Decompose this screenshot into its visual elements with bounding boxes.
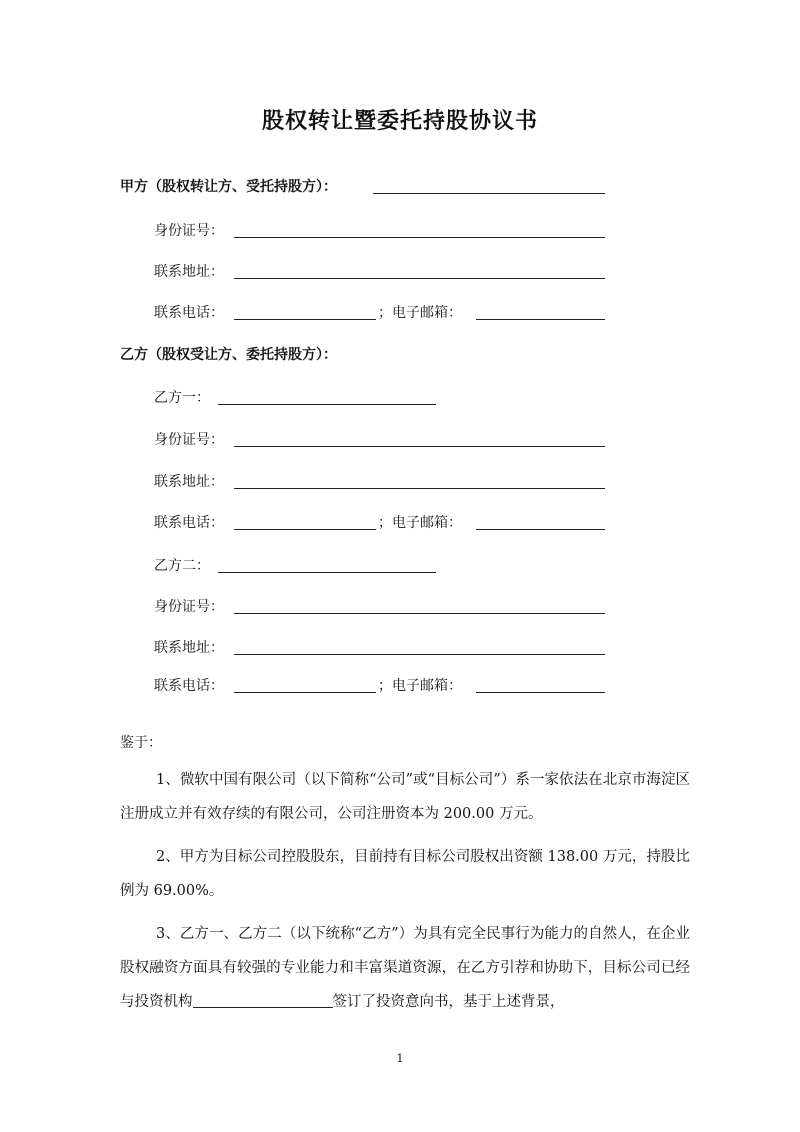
party-a-id-blank [234, 237, 605, 238]
party-b-heading: 乙方（股权受让方、委托持股方）： [120, 347, 337, 363]
party-b1-id-label: 身份证号： [154, 432, 224, 448]
party-b1-phone-blank [234, 529, 376, 530]
party-b2-address-label: 联系地址： [154, 640, 224, 656]
whereas-clause-1-text: 1、微软中国有限公司（以下简称“公司”或“目标公司”）系一家依法在北京市海淀区注册成立并有效存续的有限公司，公司注册资本为 200.00 万元。 [120, 772, 690, 822]
party-b1-email-label: ；电子邮箱： [378, 515, 462, 531]
party-a-address-blank [234, 278, 605, 279]
whereas-clause-3-text-part1: 3、乙方一、乙方二（以下统称“乙方”）为具有完全民事行为能力的自然人，在企业股权融资方面具有较强的专业能力和丰富渠道资源，在乙方引荐和协助下，目标公司已经与投资机构 [120, 926, 690, 1010]
party-b2-address-blank [234, 654, 605, 655]
whereas-heading: 鉴于： [120, 735, 162, 751]
party-b2-email-blank [476, 692, 605, 693]
party-a-address-label: 联系地址： [154, 264, 224, 280]
whereas-clause-3 [120, 917, 690, 1019]
party-b1-address-blank [234, 488, 605, 489]
party-b1-address-label: 联系地址： [154, 474, 224, 490]
party-a-id-label: 身份证号： [154, 223, 224, 239]
party-b2-name-blank [218, 572, 436, 573]
party-b2-phone-label: 联系电话： [154, 678, 224, 694]
party-b1-name-blank [218, 404, 436, 405]
party-a-email-blank [476, 319, 605, 320]
page-number: 1 [396, 1052, 404, 1065]
party-b1-phone-label: 联系电话： [154, 515, 224, 531]
party-b1-name-label: 乙方一： [154, 390, 210, 406]
whereas-clause-1 [120, 763, 690, 831]
whereas-clause-3-text-part2: 签订了投资意向书，基于上述背景， [332, 994, 565, 1010]
whereas-clause-2-text: 2、甲方为目标公司控股股东，目前持有目标公司股权出资额 138.00 万元，持股比例为 69.00%。 [120, 849, 690, 899]
party-b2-phone-blank [234, 692, 376, 693]
document-title: 股权转让暨委托持股协议书 [261, 108, 538, 134]
party-b2-email-label: ；电子邮箱： [378, 678, 462, 694]
party-a-phone-blank [234, 319, 376, 320]
party-a-name-blank [373, 193, 605, 194]
investor-blank [193, 993, 333, 1008]
party-a-email-label: ；电子邮箱： [378, 305, 462, 321]
party-a-phone-label: 联系电话： [154, 305, 224, 321]
party-b2-id-blank [234, 613, 605, 614]
party-a-heading: 甲方（股权转让方、受托持股方）： [120, 179, 337, 195]
party-b2-id-label: 身份证号： [154, 599, 224, 615]
party-b2-name-label: 乙方二： [154, 558, 210, 574]
party-b1-email-blank [476, 529, 605, 530]
party-b1-id-blank [234, 446, 605, 447]
whereas-clause-2 [120, 840, 690, 908]
